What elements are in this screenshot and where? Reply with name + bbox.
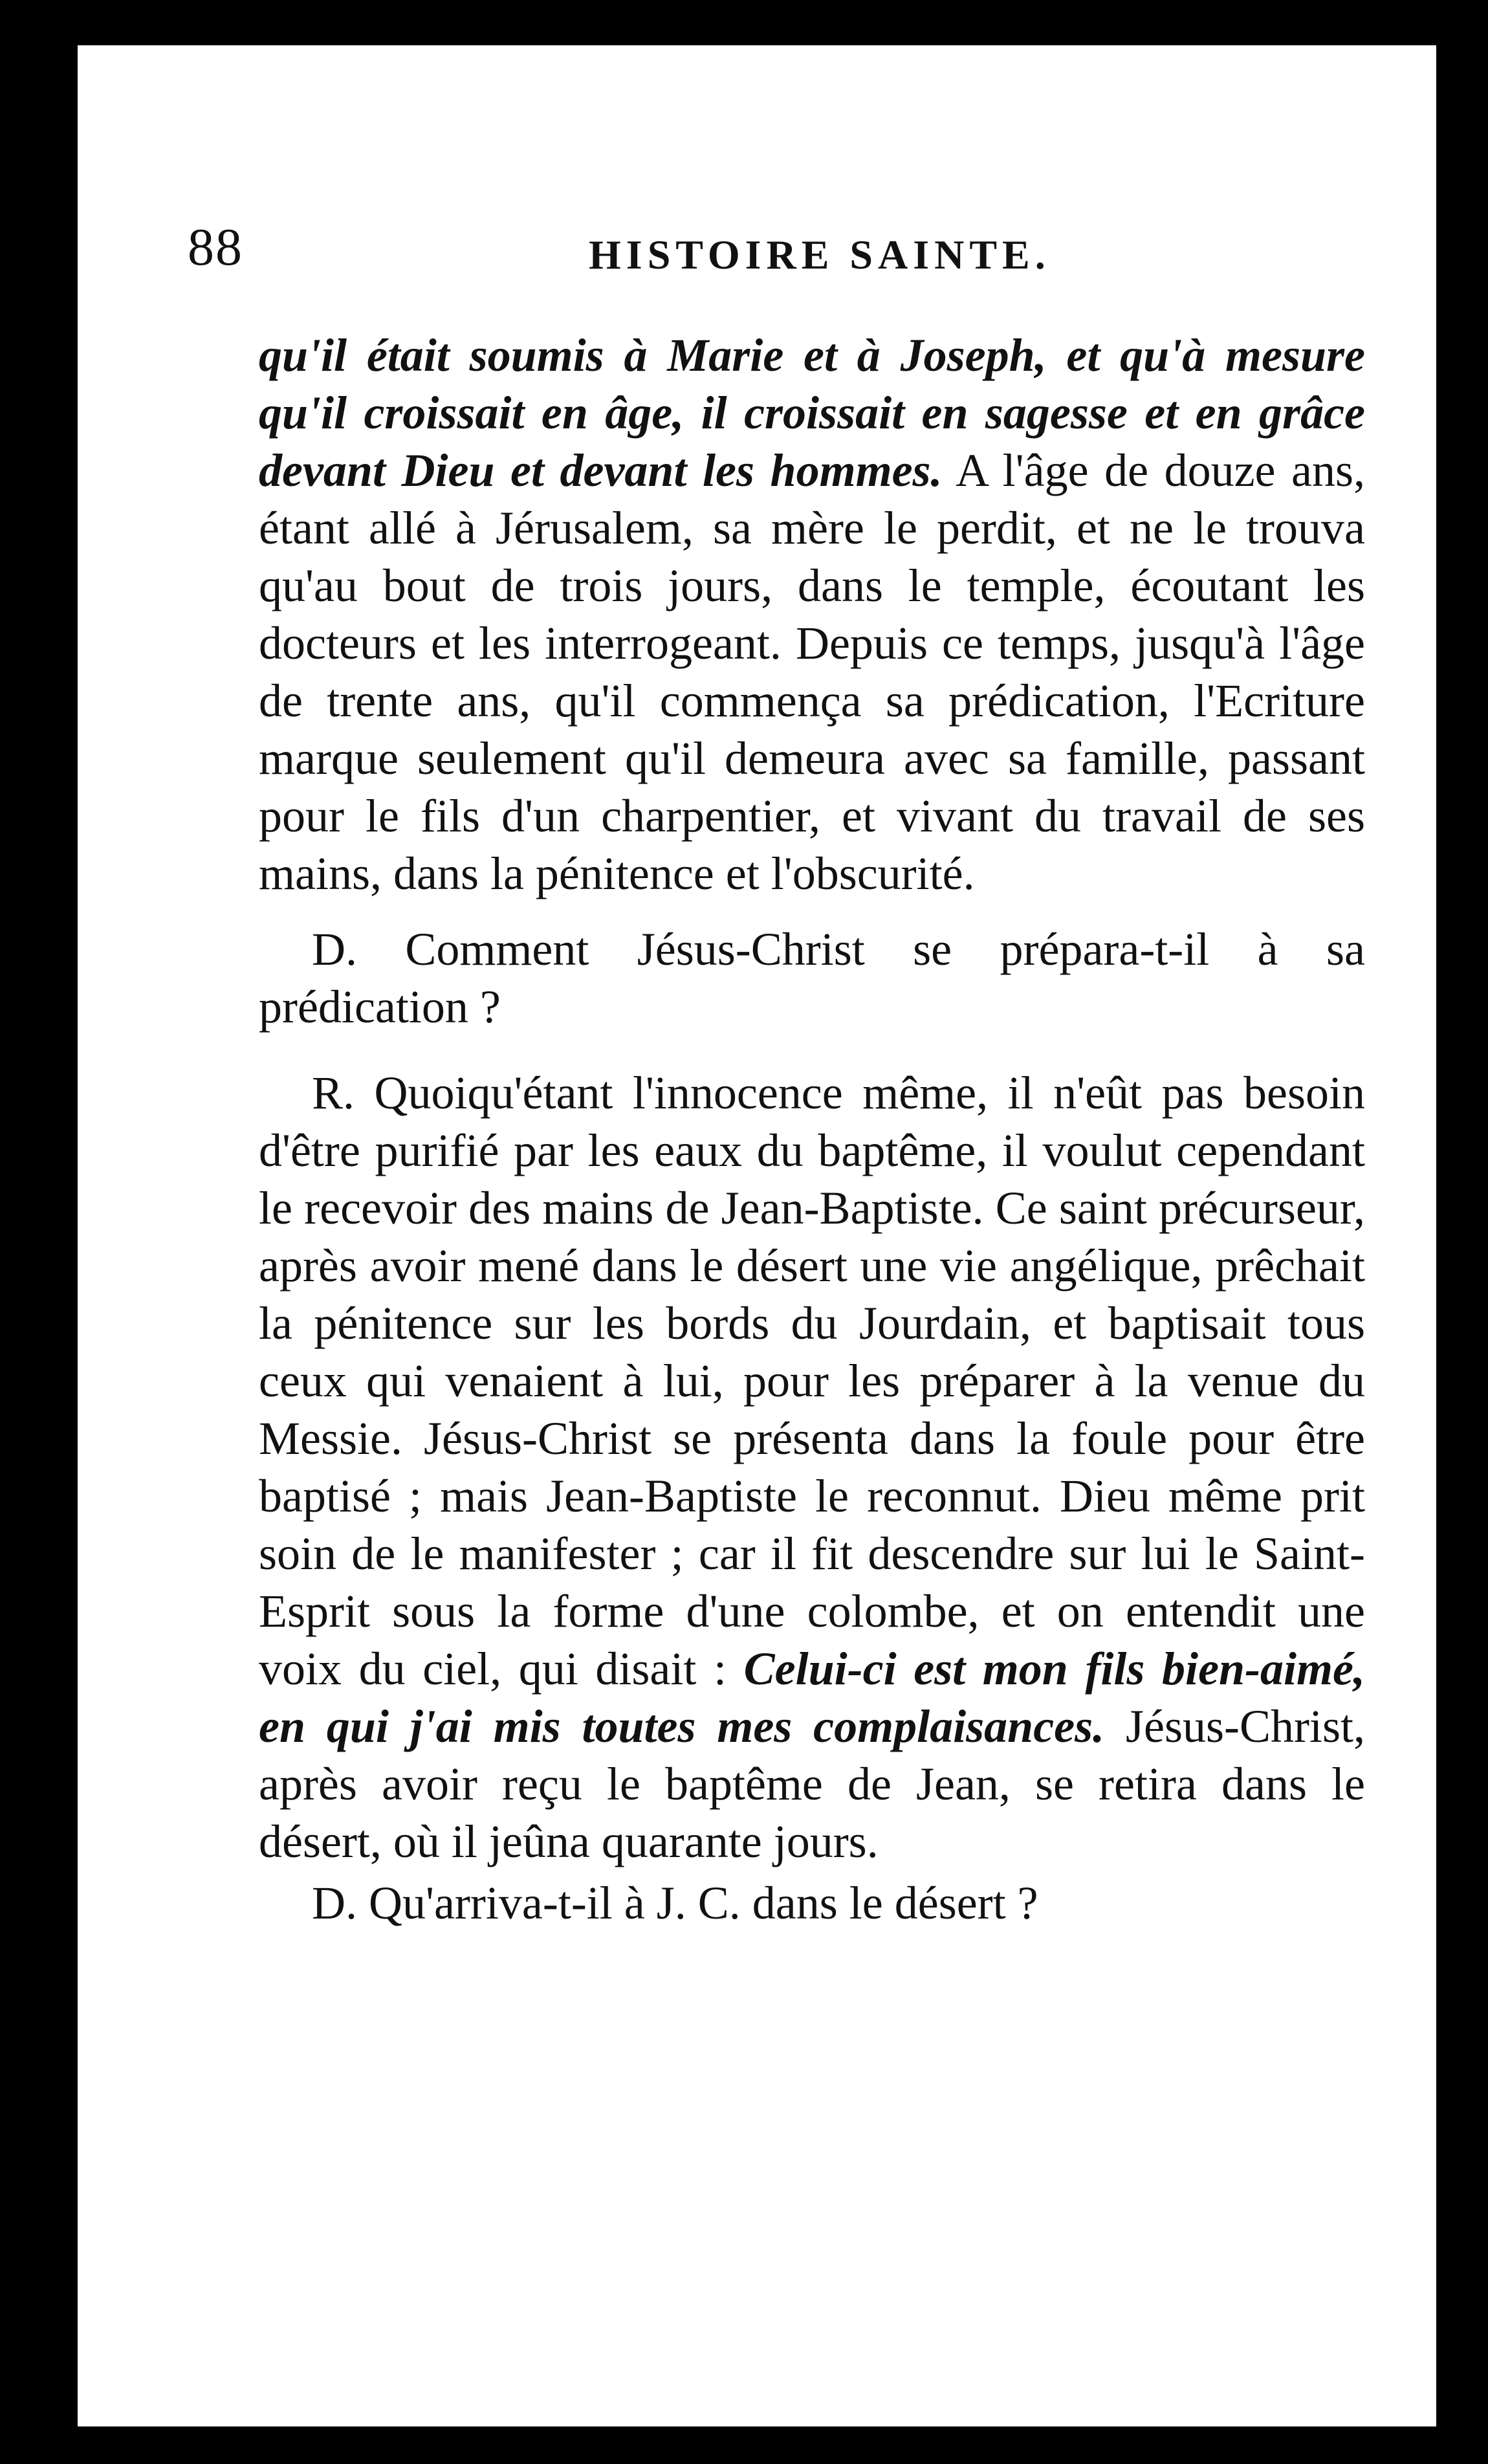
page-edge-shadow: [1436, 45, 1488, 2439]
running-title: HISTOIRE SAINTE.: [589, 232, 1051, 278]
italic-quote: Celui-ci est mon fils bien-aimé, en qui j'ai mis toutes mes complaisances.: [259, 1643, 1366, 1752]
paragraph-text: A l'âge de douze ans, étant allé à Jérusalem, sa mère le perdit, et ne le trouva qu'au bout de trois jours, dans le temple, écoutant les docteurs et les interrogeant. Depuis ce temps, jusqu'à l'âge de trente ans, qu'il commença sa prédication, l'Ecriture marque seulement qu'il demeura avec sa famille, passant pour le fils d'un charpentier, et vivant du travail de ses mains, dans la pénitence et l'obscurité.: [259, 445, 1365, 899]
question-paragraph: D. Comment Jésus-Christ se prépara-t-il à sa prédication ?: [259, 923, 1365, 1033]
page-header: [188, 217, 1372, 301]
page-number: 88: [188, 217, 243, 276]
answer-text-end: Jésus-Christ, après avoir reçu le baptême de Jean, se retira dans le désert, où il jeûna quarante jours.: [259, 1700, 1365, 1867]
answer-paragraph: [259, 1064, 1365, 1871]
page-body: [259, 327, 1365, 1932]
paragraph-continuation: [259, 327, 1365, 903]
italic-passage: qu'il était soumis à Marie et à Joseph, et qu'à mesure qu'il croissait en âge, il croissait en sagesse et en grâce devant Dieu et devant les hommes.: [259, 329, 1365, 496]
question-paragraph-2: D. Qu'arriva-t-il à J. C. dans le désert ?: [312, 1877, 1038, 1929]
answer-text: R. Quoiqu'étant l'innocence même, il n'eût pas besoin d'être purifié par les eaux du baptême, il voulut cependant le recevoir des mains de Jean-Baptiste. Ce saint précurseur, après avoir mené dans le désert une vie angélique, prêchait la pénitence sur les bords du Jourdain, et baptisait tous ceux qui venaient à lui, pour les préparer à la venue du Messie. Jésus-Christ se présenta dans la foule pour être baptisé ; mais Jean-Baptiste le reconnut. Dieu même prit soin de le manifester ; car il fit descendre sur lui le Saint-Esprit sous la forme d'une colombe, et on entendit une voix du ciel, qui disait :: [259, 1067, 1365, 1695]
